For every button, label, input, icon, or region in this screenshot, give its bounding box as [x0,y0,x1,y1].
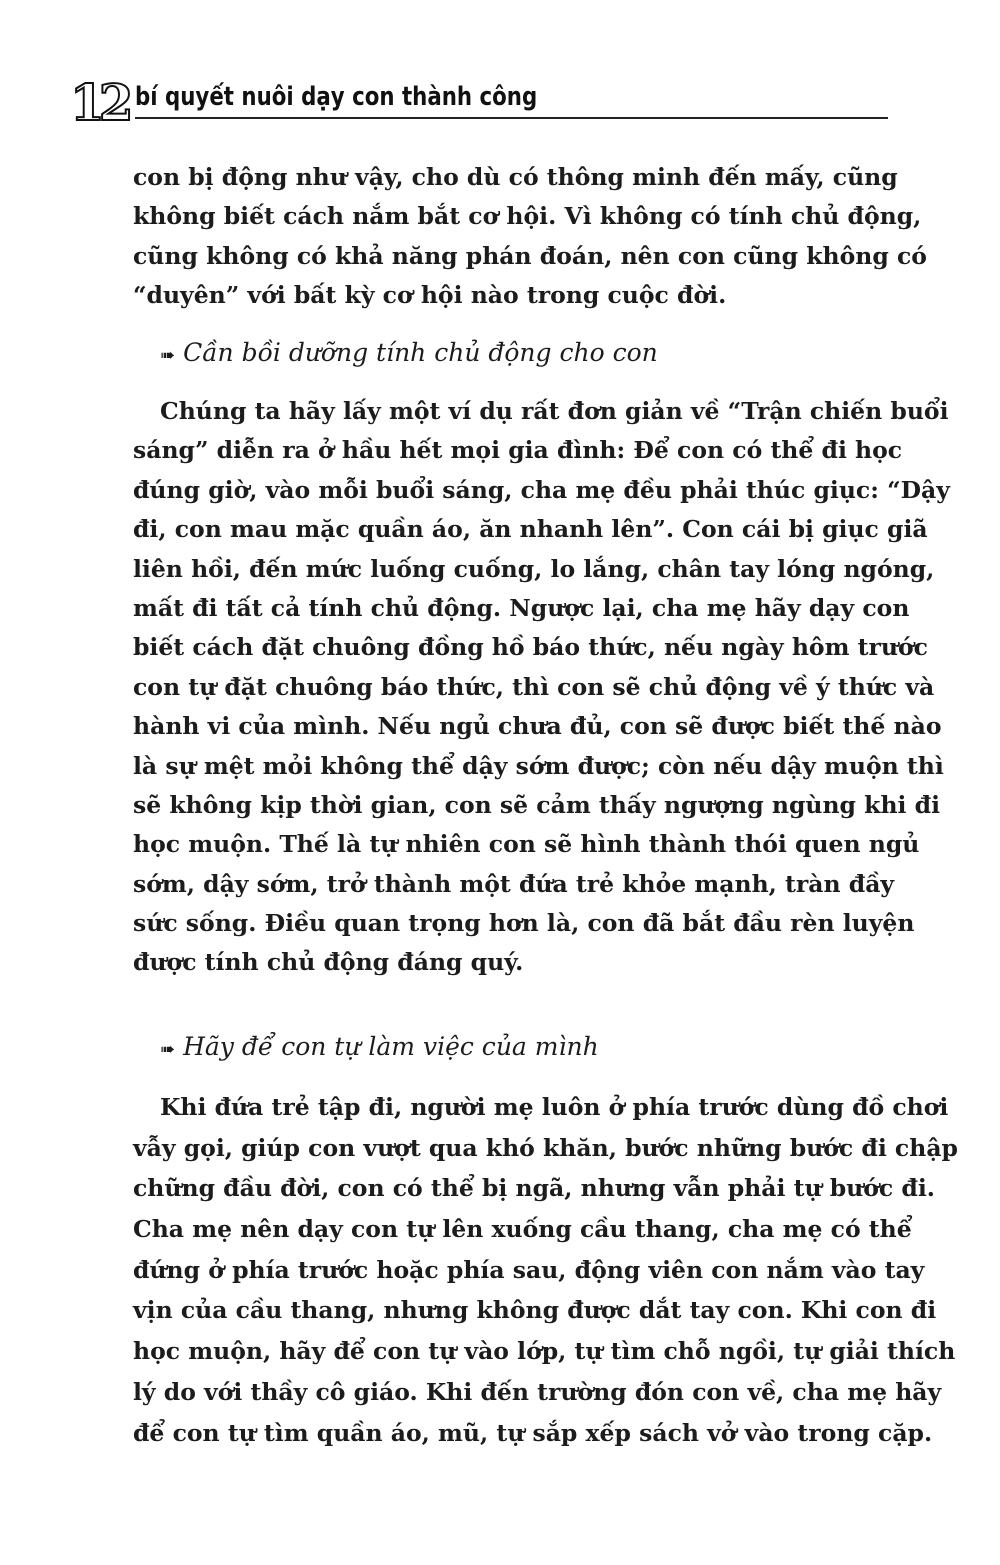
text-line: đúng giờ, vào mỗi buổi sáng, cha mẹ đều phải thúc giục: “Dậy [133,475,950,504]
paragraph-3 [133,1087,958,1453]
paragraph-2 [133,392,950,983]
arrow-right-icon: ➠ [160,345,176,366]
section-heading-1 [160,338,658,367]
text-line: vẫy gọi, giúp con vượt qua khó khăn, bước những bước đi chập [133,1133,958,1162]
text-line: biết cách đặt chuông đồng hồ báo thức, nếu ngày hôm trước [133,633,928,662]
text-line: sáng” diễn ra ở hầu hết mọi gia đình: Để con có thể đi học [133,436,903,465]
text-line: sẽ không kịp thời gian, con sẽ cảm thấy ngượng ngùng khi đi [133,790,940,819]
text-line: Khi đứa trẻ tập đi, người mẹ luôn ở phía trước dùng đồ chơi [160,1093,949,1121]
text-line: học muộn. Thế là tự nhiên con sẽ hình thành thói quen ngủ [133,830,920,859]
text-line: liên hồi, đến mức luống cuống, lo lắng, chân tay lóng ngóng, [133,554,935,583]
text-line: được tính chủ động đáng quý. [133,948,524,977]
text-line: “duyên” với bất kỳ cơ hội nào trong cuộc đời. [133,281,727,310]
text-line: hành vi của mình. Nếu ngủ chưa đủ, con sẽ được biết thế nào [133,712,942,741]
running-header-title: bí quyết nuôi dạy con thành công [135,82,538,112]
text-line: sớm, dậy sớm, trở thành một đứa trẻ khỏe mạnh, tràn đầy [133,869,895,898]
section-heading-2 [160,1032,599,1061]
text-line: mất đi tất cả tính chủ động. Ngược lại, cha mẹ hãy dạy con [133,593,910,622]
text-line: đứng ở phía trước hoặc phía sau, động viên con nắm vào tay [133,1255,925,1284]
text-line: là sự mệt mỏi không thể dậy sớm được; còn nếu dậy muộn thì [133,751,944,780]
chapter-number: 12 [70,73,128,132]
heading-text: Hãy để con tự làm việc của mình [183,1032,599,1061]
text-line: Chúng ta hãy lấy một ví dụ rất đơn giản về “Trận chiến buổi [160,397,949,425]
text-line: cũng không có khả năng phán đoán, nên con cũng không có [133,241,927,270]
text-line: đi, con mau mặc quần áo, ăn nhanh lên”. Con cái bị giục giã [133,515,928,544]
text-line: lý do với thầy cô giáo. Khi đến trường đón con về, cha mẹ hãy [133,1377,942,1406]
text-line: chững đầu đời, con có thể bị ngã, nhưng vẫn phải tự bước đi. [133,1174,935,1203]
text-line: con tự đặt chuông báo thức, thì con sẽ chủ động về ý thức và [133,672,935,701]
text-line: con bị động như vậy, cho dù có thông minh đến mấy, cũng [133,163,898,191]
text-line: Cha mẹ nên dạy con tự lên xuống cầu thang, cha mẹ có thể [133,1215,912,1244]
heading-text: Cần bồi dưỡng tính chủ động cho con [183,338,658,367]
text-line: không biết cách nắm bắt cơ hội. Vì không có tính chủ động, [133,202,922,231]
text-line: vịn của cầu thang, nhưng không được dắt tay con. Khi con đi [133,1296,937,1325]
header-rule [135,117,888,119]
arrow-right-icon: ➠ [160,1039,176,1060]
text-line: sức sống. Điều quan trọng hơn là, con đã bắt đầu rèn luyện [133,909,915,938]
text-line: để con tự tìm quần áo, mũ, tự sắp xếp sách vở vào trong cặp. [133,1418,933,1447]
text-line: học muộn, hãy để con tự vào lớp, tự tìm chỗ ngồi, tự giải thích [133,1337,956,1366]
paragraph-1 [133,158,927,316]
